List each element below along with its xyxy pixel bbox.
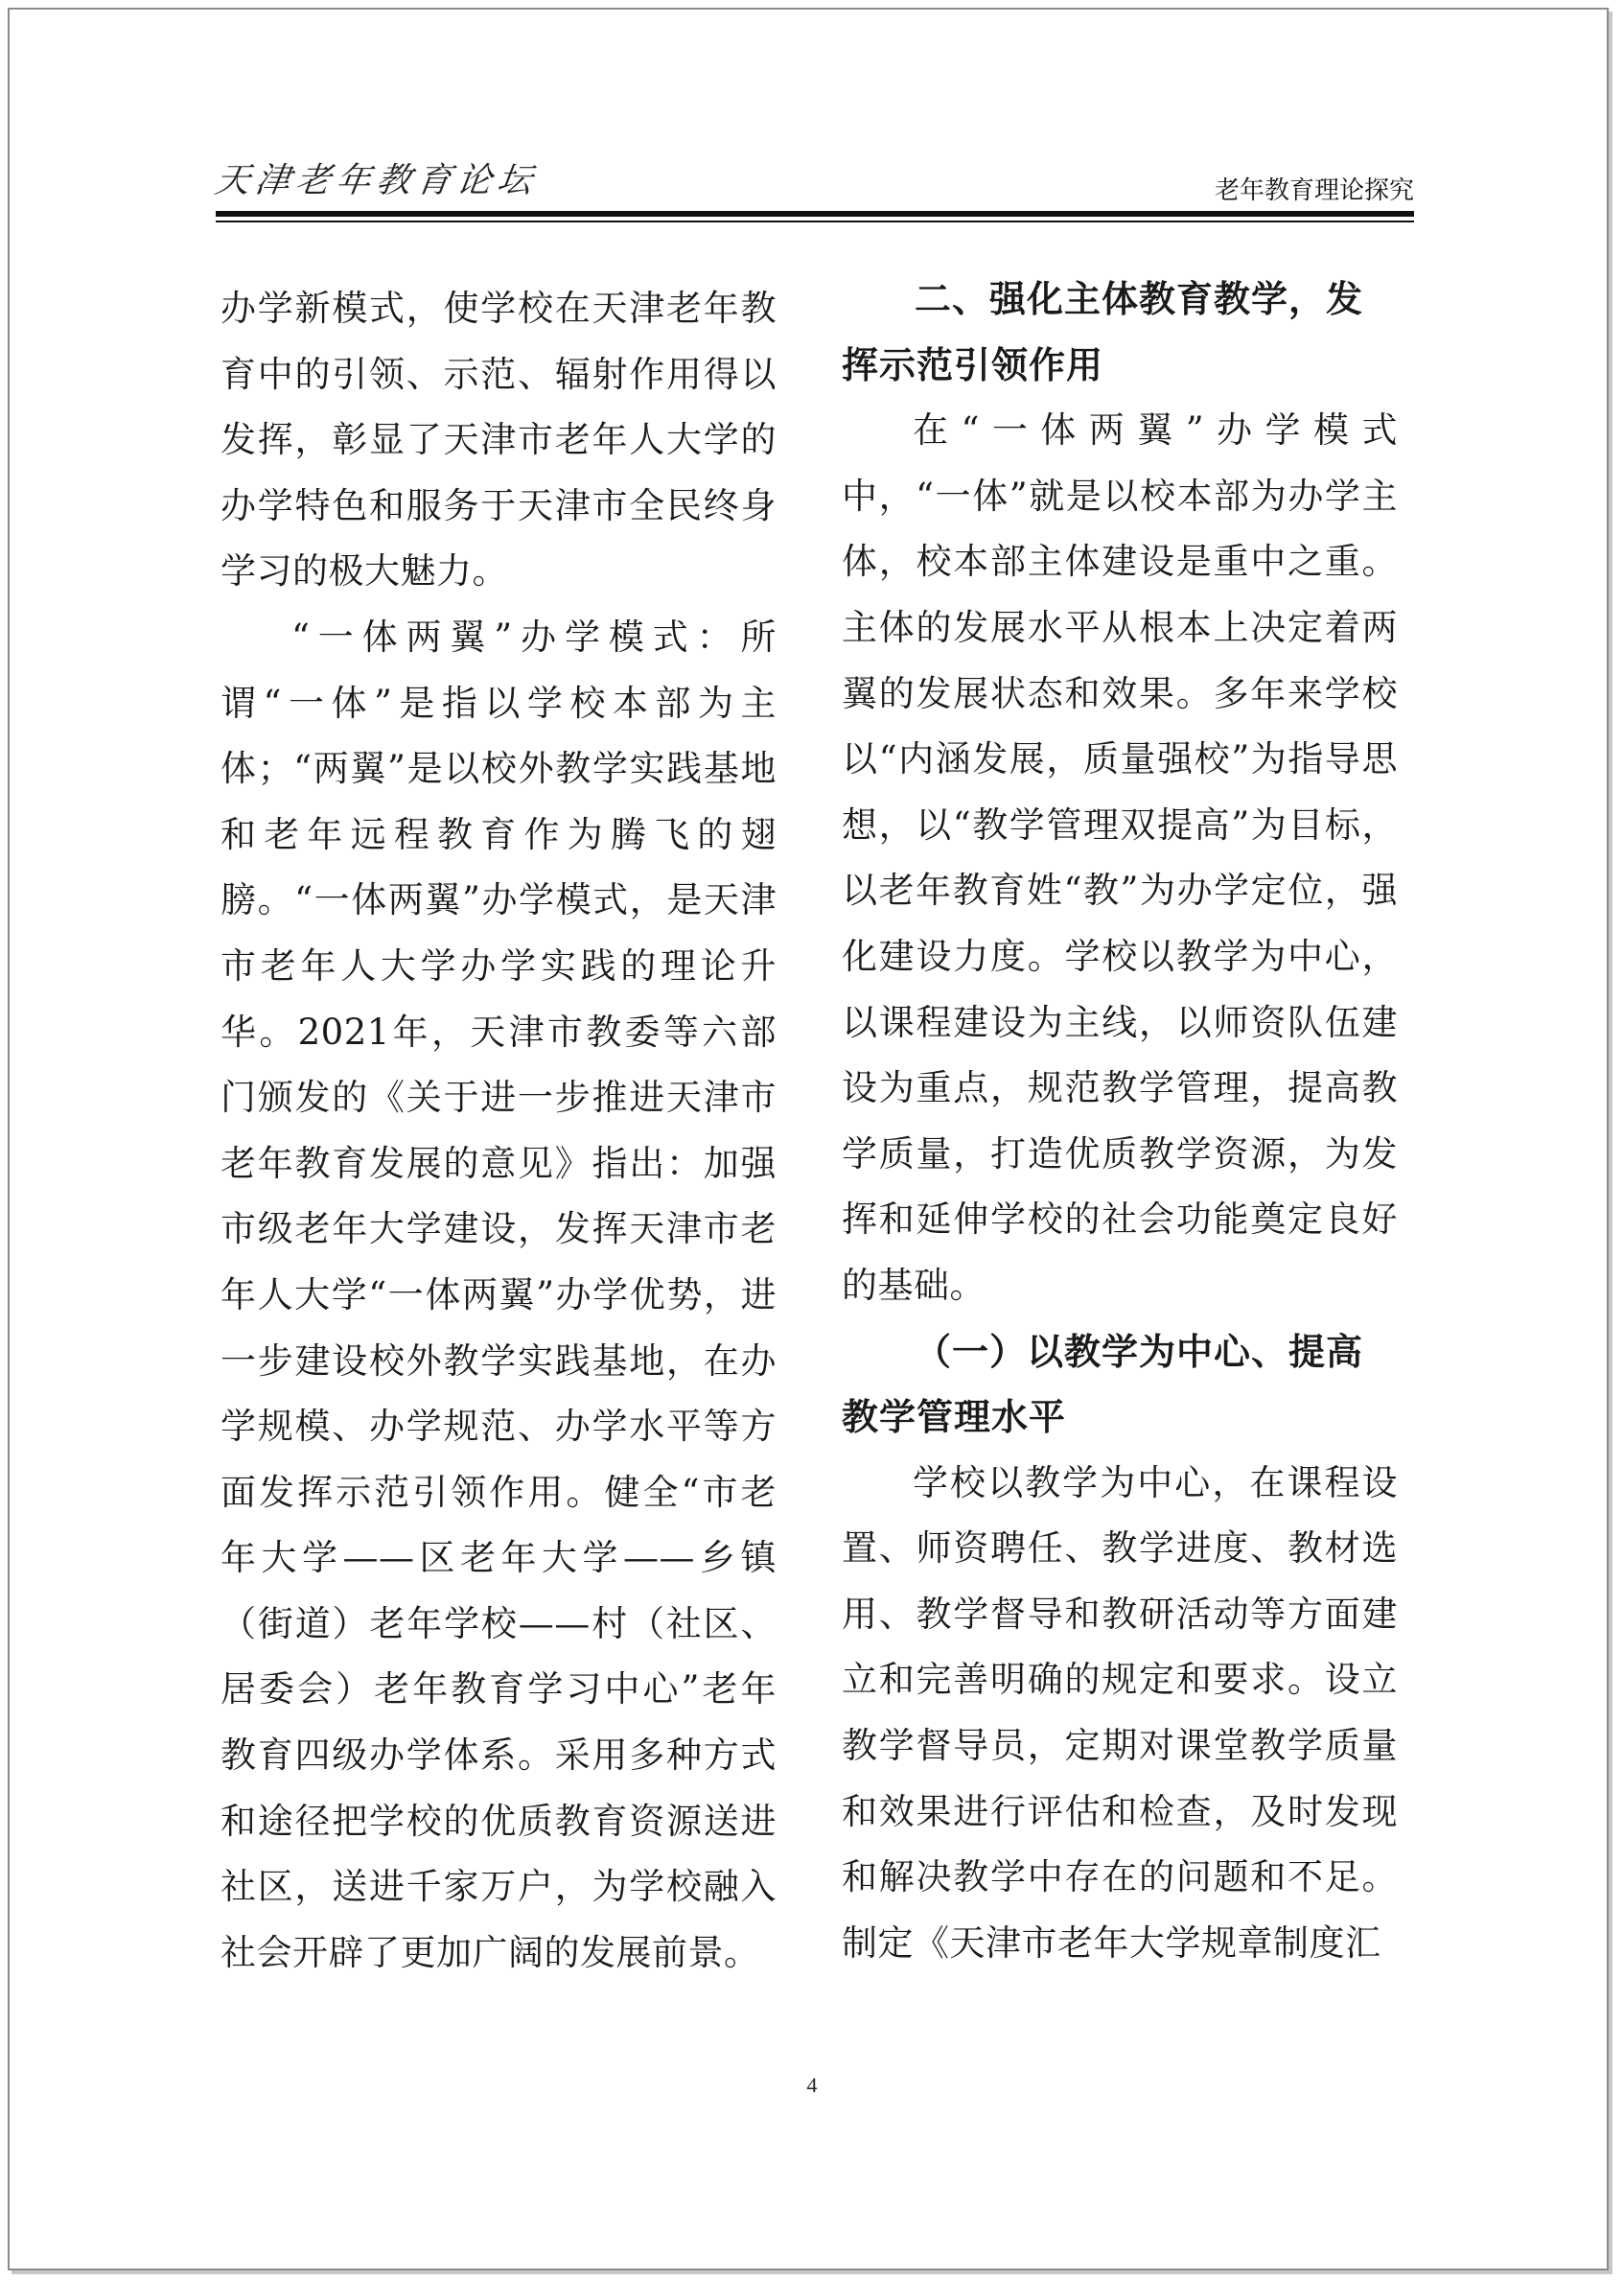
header-rule-thick (216, 211, 1414, 217)
right-paragraph-2: 学校以教学为中心，在课程设置、师资聘任、教学进度、教材选用、教学督导和教研活动等方面建立和完善明确的规定和要求。设立教学督导员，定期对课堂教学质量和效果进行评估和检查，及时发现和解决教学中存在的问题和不足。制定《天津市老年大学规章制度汇 (842, 1461, 1398, 1964)
section-heading: 二、强化主体教育教学，发挥示范引领作用 (842, 278, 1364, 386)
right-paragraph-1: 在“一体两翼”办学模式中，“一体”就是以校本部为办学主体，校本部主体建设是重中之重。主体的发展水平从根本上决定着两翼的发展状态和效果。多年来学校以“内涵发展，质量强校”为指导思想，以“教学管理双提高”为目标，以老年教育姓“教”为办学定位，强化建设力度。学校以教学为中心，以课程建设为主线，以师资队伍建设为重点，规范教学管理，提高教学质量，打造优质教学资源，为发挥和延伸学校的社会功能奠定良好的基础。 (842, 409, 1398, 1306)
left-column (220, 276, 777, 1986)
section-title: 老年教育理论探究 (1214, 176, 1414, 205)
right-column (842, 276, 1398, 1976)
running-header (212, 153, 1414, 225)
page-number: 4 (806, 2073, 818, 2097)
journal-logo: 天津老年教育论坛 (212, 161, 541, 200)
left-paragraph-1: 办学新模式，使学校在天津老年教育中的引领、示范、辐射作用得以发挥，彰显了天津市老年人大学的办学特色和服务于天津市全民终身学习的极大魅力。 (220, 288, 777, 593)
subsection-heading: （一）以教学为中心、提高教学管理水平 (842, 1330, 1364, 1439)
header-rule-thin (216, 221, 1414, 222)
left-paragraph-2: “一体两翼”办学模式：所谓“一体”是指以学校本部为主体；“两翼”是以校外教学实践基地和老年远程教育作为腾飞的翅膀。“一体两翼”办学模式，是天津市老年人大学办学实践的理论升华。2021年，天津市教委等六部门颁发的《关于进一步推进天津市老年教育发展的意见》指出：加强市级老年大学建设，发挥天津市老年人大学“一体两翼”办学优势，进一步建设校外教学实践基地，在办学规模、办学规范、办学水平等方面发挥示范引领作用。健全“市老年大学——区老年大学——乡镇（街道）老年学校——村（社区、居委会）老年教育学习中心”老年教育四级办学体系。采用多种方式和途径把学校的优质教育资源送进社区，送进千家万户，为学校融入社会开辟了更加广阔的发展前景。 (220, 616, 777, 1973)
